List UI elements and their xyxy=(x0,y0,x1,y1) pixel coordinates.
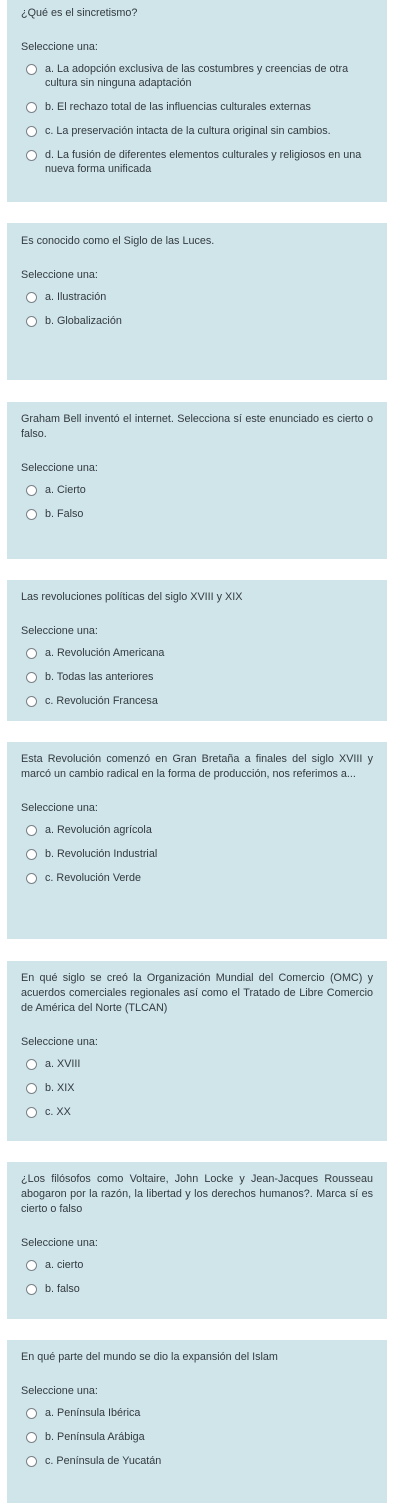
radio-button[interactable] xyxy=(26,1284,37,1295)
question-card-8 xyxy=(7,1340,387,1503)
select-prompt: Seleccione una: xyxy=(21,625,98,637)
option-b[interactable] xyxy=(21,670,373,684)
question-text: En qué parte del mundo se dio la expansión del Islam xyxy=(21,1351,278,1363)
question-text: Es conocido como el Siglo de las Luces. xyxy=(21,235,215,247)
option-a[interactable] xyxy=(21,823,373,837)
option-label: c. Península de Yucatán xyxy=(45,1455,162,1467)
question-card-2 xyxy=(7,223,387,380)
options-list xyxy=(21,646,373,708)
radio-button[interactable] xyxy=(26,1059,37,1070)
question-card-5 xyxy=(7,742,387,939)
option-a[interactable] xyxy=(21,1258,373,1272)
question-card-4 xyxy=(7,580,387,721)
option-label: c. Revolución Francesa xyxy=(45,695,158,707)
option-label: d. La fusión de diferentes elementos culturales y religiosos en una nueva forma unificada xyxy=(45,149,362,175)
option-b[interactable] xyxy=(21,1430,373,1444)
option-b[interactable] xyxy=(21,314,373,328)
option-c[interactable] xyxy=(21,694,373,708)
question-card-3 xyxy=(7,402,387,559)
option-label: a. Ilustración xyxy=(45,291,107,303)
option-b[interactable] xyxy=(21,847,373,861)
option-label: a. La adopción exclusiva de las costumbres y creencias de otra cultura sin ninguna adaptación xyxy=(45,63,349,89)
select-prompt: Seleccione una: xyxy=(21,1237,98,1249)
options-list xyxy=(21,823,373,885)
options-list xyxy=(21,1406,373,1468)
question-card-1 xyxy=(7,0,387,202)
options-list xyxy=(21,62,373,176)
option-a[interactable] xyxy=(21,483,373,497)
radio-button[interactable] xyxy=(26,150,37,161)
question-card-7 xyxy=(7,1162,387,1319)
radio-button[interactable] xyxy=(26,1456,37,1467)
radio-button[interactable] xyxy=(26,1408,37,1419)
option-label: a. Revolución Americana xyxy=(45,647,165,659)
option-label: b. XIX xyxy=(45,1082,75,1094)
option-label: b. Revolución Industrial xyxy=(45,848,158,860)
select-prompt: Seleccione una: xyxy=(21,41,98,53)
select-prompt: Seleccione una: xyxy=(21,1036,98,1048)
option-label: a. Península Ibérica xyxy=(45,1407,141,1419)
radio-button[interactable] xyxy=(26,648,37,659)
options-list xyxy=(21,290,373,328)
option-c[interactable] xyxy=(21,871,373,885)
option-a[interactable] xyxy=(21,1406,373,1420)
option-label: b. Todas las anteriores xyxy=(45,671,154,683)
option-c[interactable] xyxy=(21,1105,373,1119)
option-b[interactable] xyxy=(21,1282,373,1296)
radio-button[interactable] xyxy=(26,126,37,137)
option-label: b. falso xyxy=(45,1283,80,1295)
radio-button[interactable] xyxy=(26,316,37,327)
select-prompt: Seleccione una: xyxy=(21,1385,98,1397)
option-label: a. Revolución agrícola xyxy=(45,824,152,836)
select-prompt: Seleccione una: xyxy=(21,462,98,474)
option-a[interactable] xyxy=(21,290,373,304)
option-c[interactable] xyxy=(21,124,373,138)
option-label: b. El rechazo total de las influencias culturales externas xyxy=(45,101,311,113)
option-c[interactable] xyxy=(21,1454,373,1468)
question-text: ¿Qué es el sincretismo? xyxy=(21,7,138,19)
question-text: ¿Los filósofos como Voltaire, John Locke y Jean-Jacques Rousseau abogaron por la razón, la libertad y los derechos humanos?. Marca sí es cierto o falso xyxy=(21,1173,373,1215)
radio-button[interactable] xyxy=(26,825,37,836)
question-text: En qué siglo se creó la Organización Mundial del Comercio (OMC) y acuerdos comerciales regionales así como el Tratado de Libre Comercio de América del Norte (TLCAN) xyxy=(21,972,373,1014)
option-a[interactable] xyxy=(21,1057,373,1071)
radio-button[interactable] xyxy=(26,1107,37,1118)
option-d[interactable] xyxy=(21,148,373,176)
option-b[interactable] xyxy=(21,1081,373,1095)
option-label: b. Península Arábiga xyxy=(45,1431,145,1443)
radio-button[interactable] xyxy=(26,509,37,520)
option-a[interactable] xyxy=(21,646,373,660)
radio-button[interactable] xyxy=(26,1432,37,1443)
radio-button[interactable] xyxy=(26,64,37,75)
option-a[interactable] xyxy=(21,62,373,90)
select-prompt: Seleccione una: xyxy=(21,802,98,814)
options-list xyxy=(21,1258,373,1296)
option-label: a. Cierto xyxy=(45,484,86,496)
option-label: a. XVIII xyxy=(45,1058,81,1070)
radio-button[interactable] xyxy=(26,1083,37,1094)
options-list xyxy=(21,1057,373,1119)
radio-button[interactable] xyxy=(26,1260,37,1271)
option-label: b. Falso xyxy=(45,508,84,520)
option-label: c. XX xyxy=(45,1106,71,1118)
radio-button[interactable] xyxy=(26,696,37,707)
radio-button[interactable] xyxy=(26,292,37,303)
question-text: Las revoluciones políticas del siglo XVIII y XIX xyxy=(21,591,243,603)
radio-button[interactable] xyxy=(26,102,37,113)
option-label: c. La preservación intacta de la cultura original sin cambios. xyxy=(45,125,331,137)
option-label: b. Globalización xyxy=(45,315,122,327)
radio-button[interactable] xyxy=(26,849,37,860)
radio-button[interactable] xyxy=(26,672,37,683)
option-label: a. cierto xyxy=(45,1259,84,1271)
select-prompt: Seleccione una: xyxy=(21,269,98,281)
question-text: Esta Revolución comenzó en Gran Bretaña a finales del siglo XVIII y marcó un cambio radical en la forma de producción, nos referimos a... xyxy=(21,753,373,780)
question-text: Graham Bell inventó el internet. Selecciona sí este enunciado es cierto o falso. xyxy=(21,413,373,440)
radio-button[interactable] xyxy=(26,485,37,496)
option-label: c. Revolución Verde xyxy=(45,872,142,884)
option-b[interactable] xyxy=(21,507,373,521)
options-list xyxy=(21,483,373,521)
radio-button[interactable] xyxy=(26,873,37,884)
option-b[interactable] xyxy=(21,100,373,114)
question-card-6 xyxy=(7,961,387,1141)
